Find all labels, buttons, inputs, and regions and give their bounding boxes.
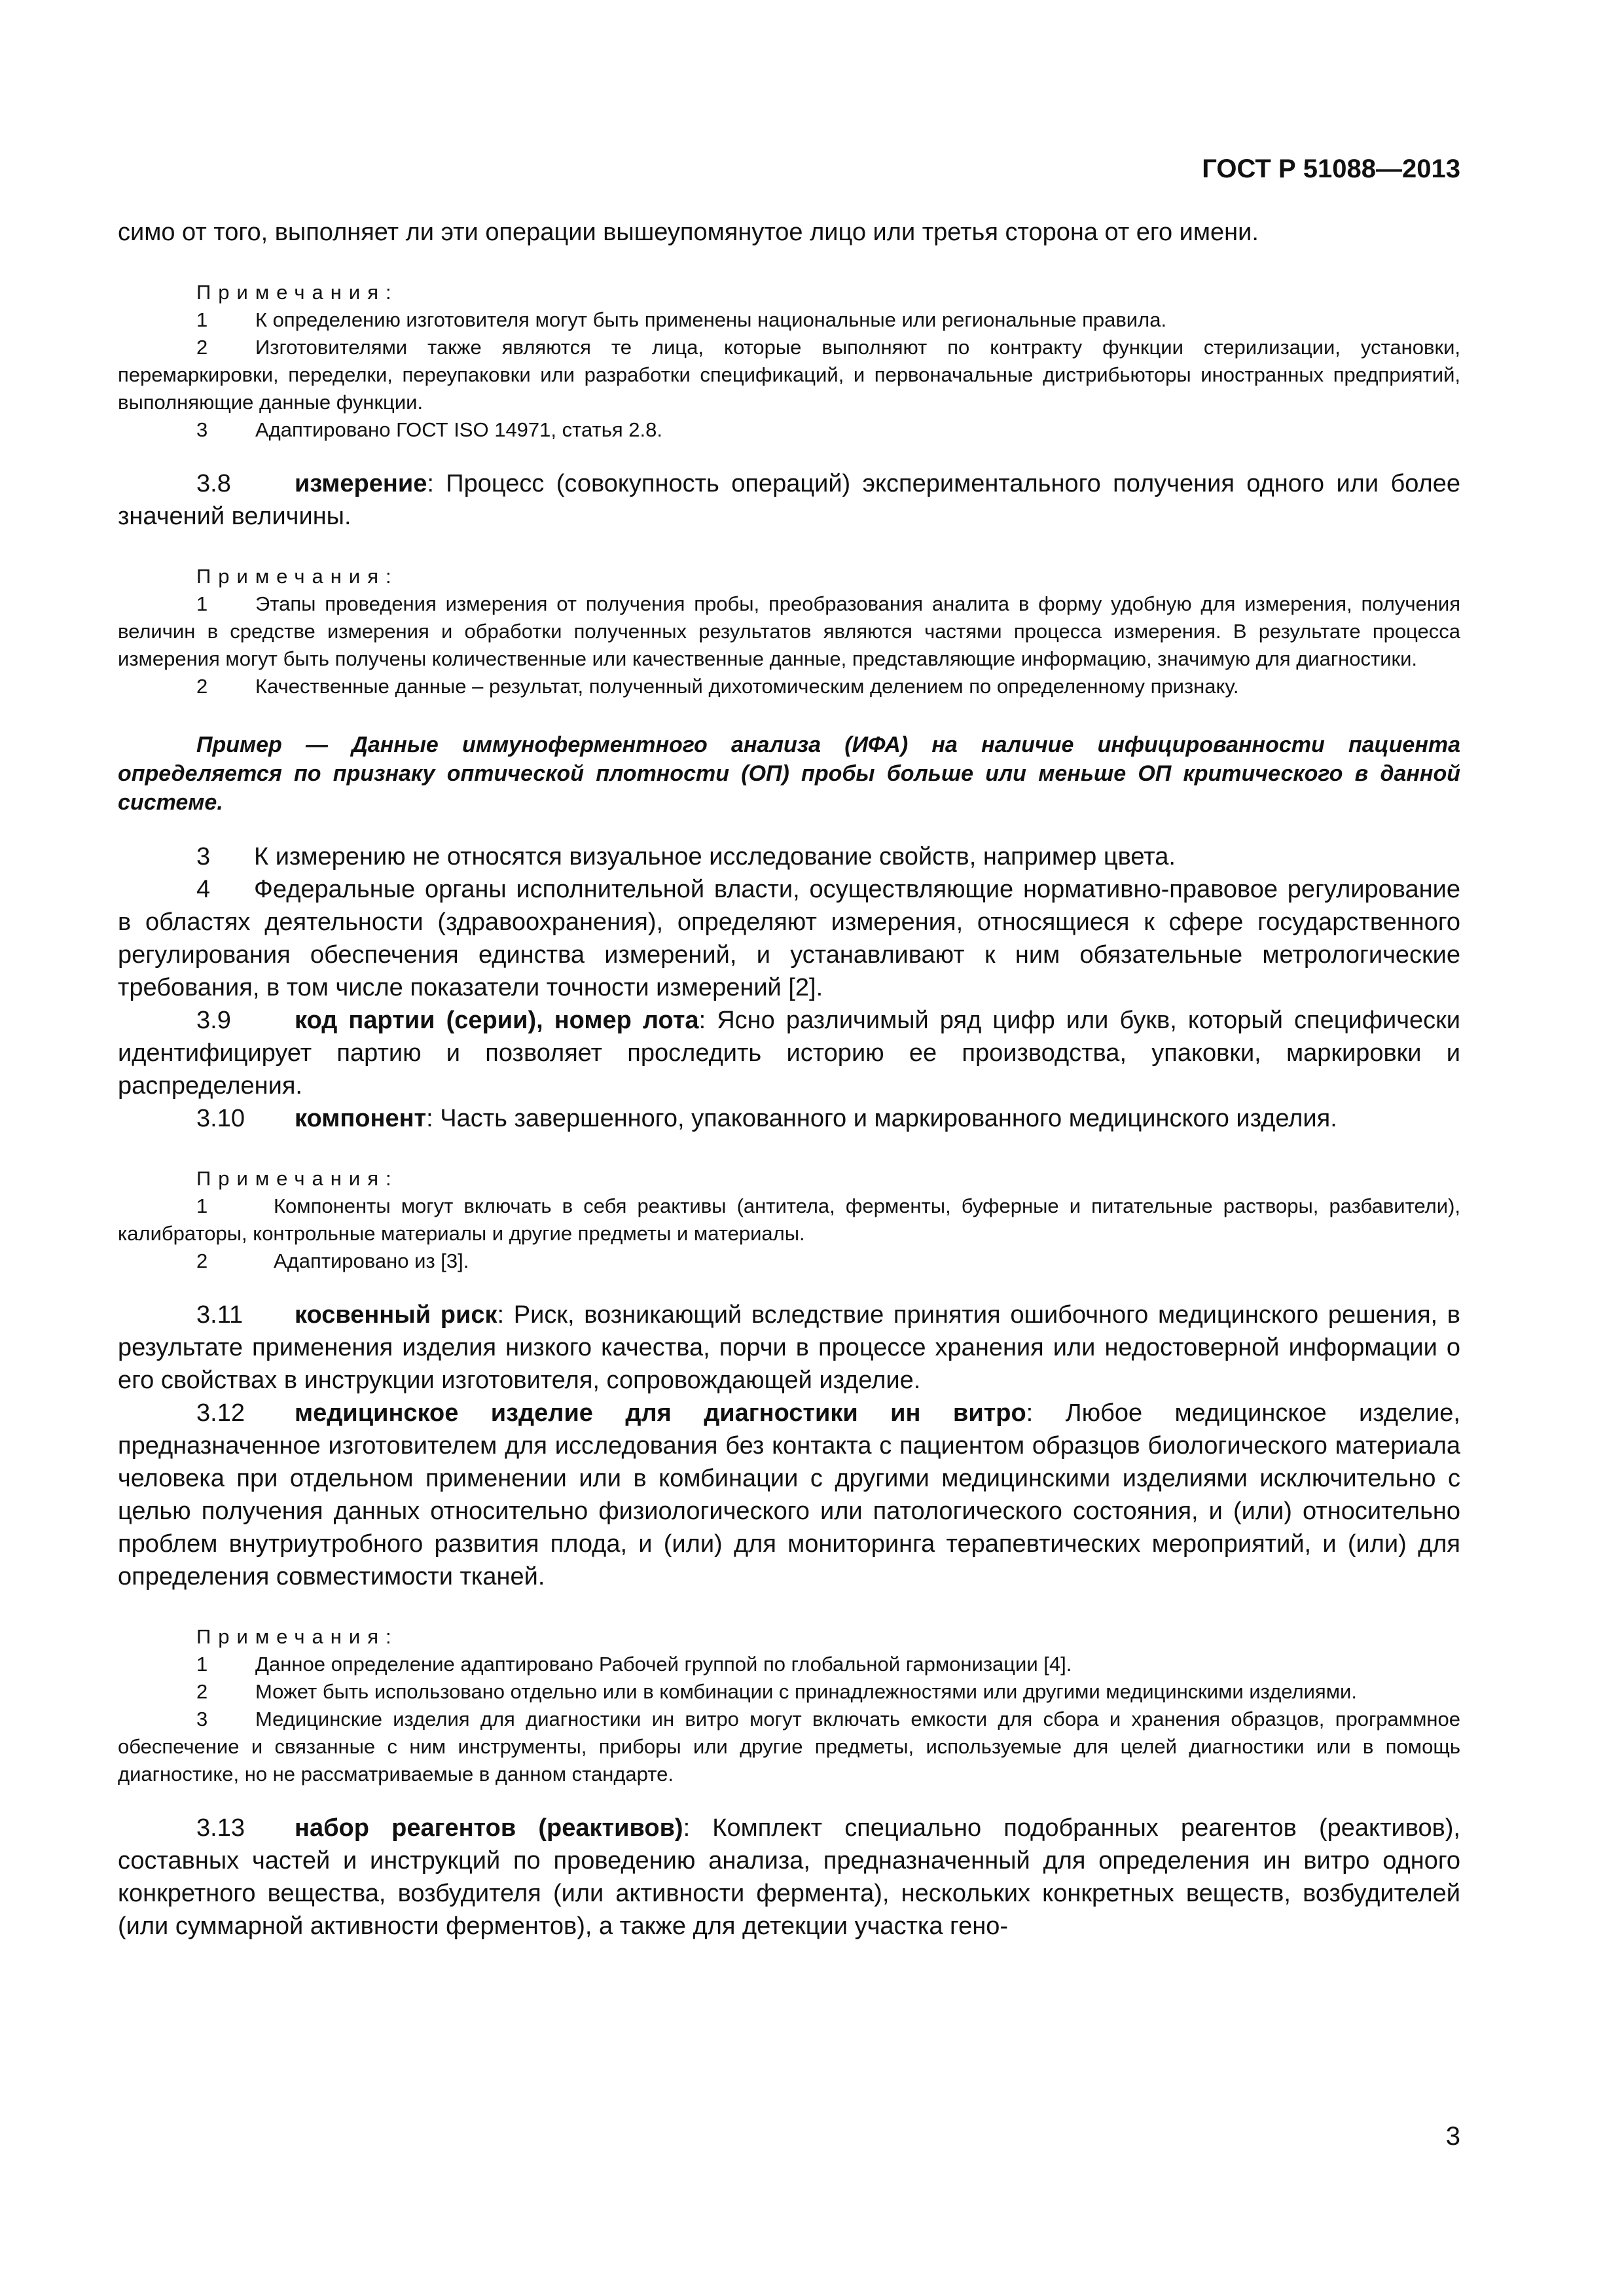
note-item: 1 Данное определение адаптировано Рабочей группой по глобальной гармонизации [4]. [196, 1653, 1072, 1676]
intro-paragraph: симо от того, выполняет ли эти операции вышеупомянутое лицо или третья сторона от его имени. [118, 219, 1259, 246]
notes-title: Примечания: [196, 281, 399, 304]
note-item: 2 Изготовителями также являются те лица, которые выполняют по контракту функции стерилизации, установки, перемаркировки, переделки, переупаковки или разработки спецификаций, и первоначальные дистрибьюторы иностранных предприятий, выполняющие данные функции. [118, 336, 1460, 414]
term: компонент [295, 1105, 427, 1132]
note-item: 3 Адаптировано ГОСТ ISO 14971, статья 2.8. [196, 418, 662, 441]
note-item: 1 К определению изготовителя могут быть применены национальные или региональные правила. [196, 308, 1167, 331]
example-block: Пример — Данные иммуноферментного анализа (ИФА) на наличие инфицированности пациента определяется по признаку оптической плотности (ОП) пробы больше или меньше ОП критического в данной системе. [118, 732, 1460, 815]
notes-title: Примечания: [196, 1167, 399, 1190]
term: косвенный риск [295, 1301, 497, 1329]
definition-3-8: 3.8 измерение: Процесс (совокупность операций) экспериментального получения одного или более значений величины. [118, 470, 1460, 530]
list-item: 3 К измерению не относятся визуальное исследование свойств, например цвета. [196, 843, 1176, 870]
definition-3-11: 3.11 косвенный риск: Риск, возникающий вследствие принятия ошибочного медицинского решения, в результате применения изделия низкого качества, порчи в процессе хранения или недостоверной информации о его свойствах в инструкции изготовителя, сопровождающей изделие. [118, 1301, 1460, 1394]
note-item: 3 Медицинские изделия для диагностики ин витро могут включать емкости для сбора и хранения образцов, программное обеспечение и связанные с ним инструменты, приборы или другие предметы, используемые для целей диагностики или в помощь диагностике, но не рассматриваемые в данном стандарте. [118, 1708, 1460, 1785]
definition-3-9: 3.9 код партии (серии), номер лота: Ясно различимый ряд цифр или букв, который специфически идентифицирует партию и позволяет проследить историю ее производства, упаковки, маркировки и распределения. [118, 1007, 1461, 1100]
note-item: 1 Этапы проведения измерения от получения пробы, преобразования аналита в форму удобную для измерения, получения величин в средстве измерения и обработки полученных результатов являются частями процесса измерения. В результате процесса измерения могут быть получены количественные или качественные данные, представляющие информацию, значимую для диагностики. [118, 592, 1460, 670]
definition-3-10: 3.10 компонент: Часть завершенного, упакованного и маркированного медицинского изделия. [196, 1105, 1337, 1132]
page-number: 3 [1445, 2122, 1460, 2151]
term: набор реагентов (реактивов) [295, 1814, 683, 1842]
page-content [118, 216, 1460, 1943]
notes-title: Примечания: [196, 565, 399, 588]
note-item: 2 Качественные данные – результат, полученный дихотомическим делением по определенному признаку. [196, 675, 1239, 698]
notes-title: Примечания: [196, 1625, 399, 1648]
document-header: ГОСТ Р 51088—2013 [1202, 154, 1460, 183]
list-item: 4 Федеральные органы исполнительной власти, осуществляющие нормативно-правовое регулирование в областях деятельности (здравоохранения), определяют измерения, относящиеся к сфере государственного регулирования обеспечения единства измерений, и устанавливают к ним обязательные метрологические требования, в том числе показатели точности измерений [2]. [118, 876, 1460, 1001]
term: медицинское изделие для диагностики ин витро [295, 1399, 1026, 1427]
definition-3-13: 3.13 набор реагентов (реактивов): Комплект специально подобранных реагентов (реактивов), составных частей и инструкций по проведению анализа, предназначенный для определения ин витро одного конкретного вещества, возбудителя (или активности фермента), нескольких конкретных веществ, возбудителей (или суммарной активности ферментов), а также для детекции участка гено- [118, 1814, 1460, 1940]
definition-3-12: 3.12 медицинское изделие для диагностики ин витро: Любое медицинское изделие, предназначенное изготовителем для исследования без контакта с пациентом образцов биологического материала человека при отдельном применении или в комбинации с другими медицинскими изделиями исключительно с целью получения данных относительно физиологического или патологического состояния, и (или) относительно проблем внутриутробного развития плода, и (или) для мониторинга терапевтических мероприятий, и (или) для определения совместимости тканей. [118, 1399, 1460, 1590]
note-item: 2 Может быть использовано отдельно или в комбинации с принадлежностями или другими медицинскими изделиями. [196, 1680, 1357, 1703]
term: измерение [295, 470, 427, 497]
term: код партии (серии), номер лота [295, 1007, 699, 1034]
note-item: 1 Компоненты могут включать в себя реактивы (антитела, ферменты, буферные и питательные растворы, разбавители), калибраторы, контрольные материалы и другие предметы и материалы. [118, 1194, 1460, 1245]
note-item: 2 Адаптировано из [3]. [196, 1249, 469, 1272]
